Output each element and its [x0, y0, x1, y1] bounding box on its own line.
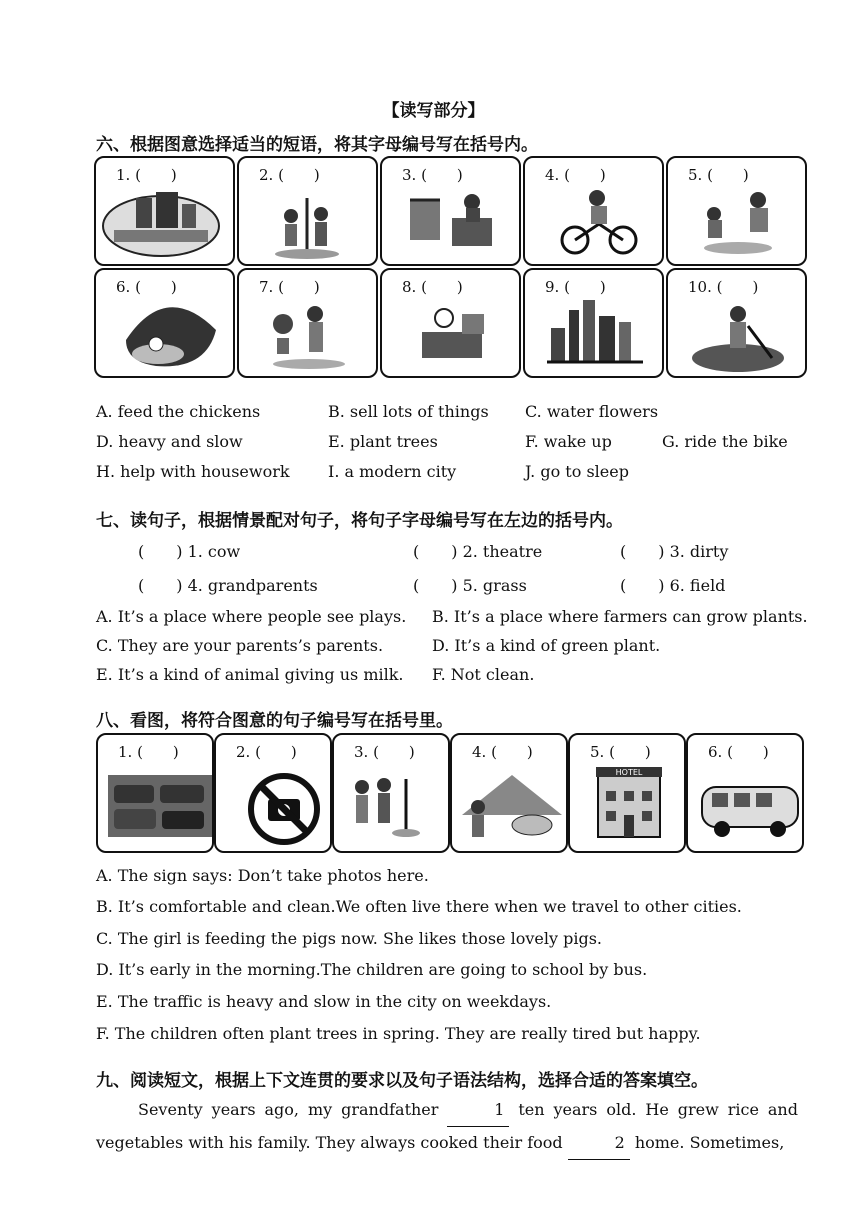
q8-sentence-e: E. The traffic is heavy and slow in the city on weekdays.	[96, 992, 552, 1011]
q9-passage	[96, 1094, 798, 1160]
q7-item-4: ( ) 4. grandparents	[138, 576, 318, 595]
q7-sentence-f: F. Not clean.	[432, 665, 535, 684]
q7-sentence-e: E. It’s a kind of animal giving us milk.	[96, 665, 404, 684]
q6-picture-10	[666, 268, 807, 378]
q7-sentence-a: A. It’s a place where people see plays.	[96, 607, 407, 626]
q8-sentence-a: A. The sign says: Don’t take photos here.	[96, 866, 429, 885]
q6-picture-3	[380, 156, 521, 266]
q8-answer-bracket-4[interactable]: 4. ( )	[472, 743, 533, 761]
q8-picture-4	[450, 733, 568, 853]
q6-option-g: G. ride the bike	[662, 432, 788, 451]
q6-option-a: A. feed the chickens	[96, 402, 261, 421]
q6-answer-bracket-2[interactable]: 2. ( )	[259, 166, 320, 184]
q6-option-c: C. water flowers	[525, 402, 659, 421]
q8-answer-bracket-1[interactable]: 1. ( )	[118, 743, 179, 761]
q6-picture-6	[94, 268, 235, 378]
q6-picture-9	[523, 268, 664, 378]
q8-picture-5	[568, 733, 686, 853]
q6-option-d: D. heavy and slow	[96, 432, 243, 451]
q6-answer-bracket-8[interactable]: 8. ( )	[402, 278, 463, 296]
q7-item-6: ( ) 6. field	[620, 576, 726, 595]
hotel-sign-text: HOTEL	[615, 768, 643, 777]
q8-sentence-d: D. It’s early in the morning.The children are going to school by bus.	[96, 960, 648, 979]
q8-answer-bracket-2[interactable]: 2. ( )	[236, 743, 297, 761]
q6-option-j: J. go to sleep	[525, 462, 629, 481]
q9-passage-part-3: home. Sometimes,	[634, 1133, 785, 1152]
q6-picture-5	[666, 156, 807, 266]
q9-passage-part-2: ten years old. He grew rice and vegetables with his family. They always cooked their food	[96, 1100, 798, 1152]
q6-option-b: B. sell lots of things	[328, 402, 489, 421]
q7-sentence-d: D. It’s a kind of green plant.	[432, 636, 661, 655]
q9-blank-1[interactable]: 1	[447, 1094, 509, 1127]
q8-heading: 八、看图，将符合图意的句子编号写在括号里。	[96, 711, 453, 731]
q8-picture-2	[214, 733, 332, 853]
q6-picture-7	[237, 268, 378, 378]
q7-item-3: ( ) 3. dirty	[620, 542, 729, 561]
q6-option-h: H. help with housework	[96, 462, 290, 481]
q7-sentence-c: C. They are your parents’s parents.	[96, 636, 384, 655]
q7-item-5: ( ) 5. grass	[413, 576, 527, 595]
q6-answer-bracket-10[interactable]: 10. ( )	[688, 278, 759, 296]
q8-picture-6	[686, 733, 804, 853]
section-title: 【读写部分】	[382, 101, 485, 121]
q8-picture-3	[332, 733, 450, 853]
q8-sentence-c: C. The girl is feeding the pigs now. She likes those lovely pigs.	[96, 929, 602, 948]
q6-answer-bracket-6[interactable]: 6. ( )	[116, 278, 177, 296]
q9-passage-part-1: Seventy years ago, my grandfather	[138, 1100, 439, 1119]
q6-picture-1	[94, 156, 235, 266]
q6-picture-4	[523, 156, 664, 266]
q6-answer-bracket-1[interactable]: 1. ( )	[116, 166, 177, 184]
q6-answer-bracket-7[interactable]: 7. ( )	[259, 278, 320, 296]
q7-item-1: ( ) 1. cow	[138, 542, 241, 561]
q8-sentence-b: B. It’s comfortable and clean.We often live there when we travel to other cities.	[96, 897, 742, 916]
q8-answer-bracket-3[interactable]: 3. ( )	[354, 743, 415, 761]
q6-answer-bracket-5[interactable]: 5. ( )	[688, 166, 749, 184]
q6-option-i: I. a modern city	[328, 462, 457, 481]
q8-sentence-f: F. The children often plant trees in spring. They are really tired but happy.	[96, 1024, 701, 1043]
q9-heading: 九、阅读短文，根据上下文连贯的要求以及句子语法结构，选择合适的答案填空。	[96, 1071, 708, 1091]
q6-picture-8	[380, 268, 521, 378]
q8-picture-1	[96, 733, 214, 853]
q8-answer-bracket-5[interactable]: 5. ( )	[590, 743, 651, 761]
q6-answer-bracket-9[interactable]: 9. ( )	[545, 278, 606, 296]
q6-answer-bracket-4[interactable]: 4. ( )	[545, 166, 606, 184]
q7-item-2: ( ) 2. theatre	[413, 542, 543, 561]
q7-sentence-b: B. It’s a place where farmers can grow plants.	[432, 607, 808, 626]
q8-answer-bracket-6[interactable]: 6. ( )	[708, 743, 769, 761]
q6-heading: 六、根据图意选择适当的短语，将其字母编号写在括号内。	[96, 135, 538, 155]
q6-option-e: E. plant trees	[328, 432, 438, 451]
q6-option-f: F. wake up	[525, 432, 612, 451]
q9-blank-2[interactable]: 2	[568, 1127, 630, 1160]
q6-picture-2	[237, 156, 378, 266]
q7-heading: 七、读句子，根据情景配对句子，将句子字母编号写在左边的括号内。	[96, 511, 623, 531]
q6-answer-bracket-3[interactable]: 3. ( )	[402, 166, 463, 184]
